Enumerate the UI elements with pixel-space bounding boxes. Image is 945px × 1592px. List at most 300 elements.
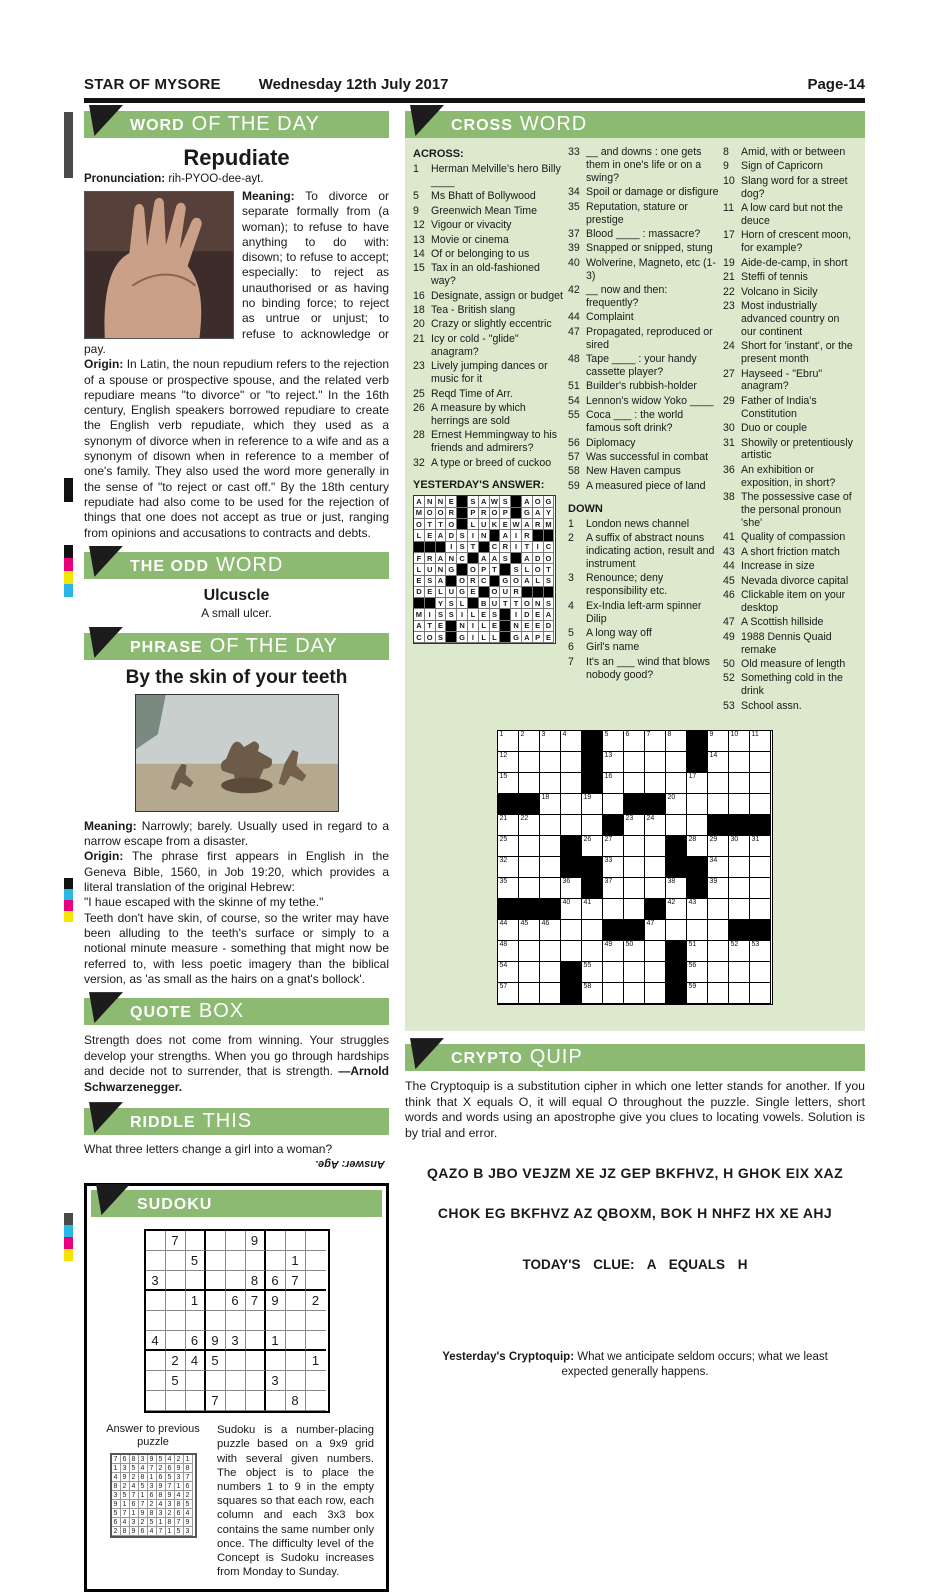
crossword-cell[interactable]: 58 <box>582 983 603 1004</box>
crossword-cell[interactable] <box>540 773 561 794</box>
crossword-grid <box>497 730 773 1005</box>
crossword-cell[interactable] <box>561 815 582 836</box>
sudoku-cell[interactable]: 2 <box>306 1291 326 1311</box>
crossword-cell[interactable]: 29 <box>708 836 729 857</box>
crossword-cell[interactable]: 27 <box>603 836 624 857</box>
sudoku-cell[interactable] <box>166 1271 186 1291</box>
crossword-cell[interactable] <box>561 752 582 773</box>
issue-date: Wednesday 12th July 2017 <box>258 76 449 93</box>
sudoku-cell[interactable] <box>146 1251 166 1271</box>
sudoku-cell[interactable] <box>226 1371 246 1391</box>
sudoku-cell[interactable] <box>246 1391 266 1411</box>
sudoku-cell[interactable] <box>166 1331 186 1351</box>
sudoku-cell[interactable] <box>306 1231 326 1251</box>
crossword-cell[interactable] <box>540 941 561 962</box>
sudoku-cell[interactable]: 5 <box>186 1251 206 1271</box>
crossword-cell[interactable] <box>582 941 603 962</box>
crossword-cell[interactable]: 55 <box>582 962 603 983</box>
sudoku-cell[interactable] <box>226 1251 246 1271</box>
section-title-bold: RIDDLE <box>130 1114 196 1132</box>
sudoku-cell[interactable] <box>146 1291 166 1311</box>
crossword-cell[interactable]: 1 <box>498 731 519 752</box>
crossword-cell[interactable] <box>687 794 708 815</box>
sudoku-cell[interactable] <box>166 1291 186 1311</box>
sudoku-cell[interactable]: 7 <box>206 1391 226 1411</box>
sudoku-answer-cell: 4 <box>148 1527 157 1536</box>
crossword-cell[interactable] <box>729 794 750 815</box>
crossword-cell[interactable]: 25 <box>498 836 519 857</box>
crossword-cell[interactable] <box>708 962 729 983</box>
sudoku-cell[interactable] <box>166 1311 186 1331</box>
crossword-cell[interactable]: 17 <box>687 773 708 794</box>
crossword-cell[interactable] <box>729 752 750 773</box>
sudoku-answer-cell: 3 <box>121 1464 130 1473</box>
clue: 27 Hayseed - "Ebru" anagram? <box>723 367 823 393</box>
crossword-cell[interactable] <box>750 752 771 773</box>
answer-cell: E <box>544 632 555 643</box>
crossword-cell <box>561 962 582 983</box>
crossword-cell[interactable]: 28 <box>687 836 708 857</box>
crossword-cell[interactable]: 4 <box>561 731 582 752</box>
crossword-cell[interactable] <box>582 815 603 836</box>
crossword-cell[interactable]: 45 <box>519 920 540 941</box>
clue: 46 Clickable item on your desktop <box>723 589 846 614</box>
sudoku-cell[interactable]: 2 <box>166 1351 186 1371</box>
sudoku-cell[interactable]: 3 <box>146 1271 166 1291</box>
crossword-cell[interactable] <box>729 857 750 878</box>
sudoku-cell[interactable] <box>246 1331 266 1351</box>
sudoku-cell[interactable] <box>266 1231 286 1251</box>
crossword-cell[interactable] <box>624 983 645 1004</box>
sudoku-answer-cell: 7 <box>148 1464 157 1473</box>
crossword-cell[interactable] <box>519 857 540 878</box>
crossword-cell[interactable] <box>603 899 624 920</box>
sudoku-cell[interactable]: 9 <box>266 1291 286 1311</box>
crossword-cell[interactable]: 39 <box>708 878 729 899</box>
sudoku-cell[interactable] <box>286 1331 306 1351</box>
crossword-cell <box>540 899 561 920</box>
crossword-cell[interactable]: 6 <box>624 731 645 752</box>
crossword-cell[interactable] <box>624 773 645 794</box>
sudoku-cell[interactable] <box>246 1311 266 1331</box>
crossword-cell[interactable] <box>540 962 561 983</box>
sudoku-cell[interactable] <box>166 1251 186 1271</box>
print-mark <box>64 900 73 911</box>
answer-cell: O <box>533 564 544 575</box>
crossword-cell[interactable]: 56 <box>687 962 708 983</box>
answer-cell: T <box>436 519 447 530</box>
crossword-cell[interactable]: 38 <box>666 878 687 899</box>
crossword-cell[interactable]: 47 <box>645 920 666 941</box>
crossword-cell[interactable] <box>540 752 561 773</box>
crossword-cell[interactable] <box>708 899 729 920</box>
crossword-cell[interactable]: 3 <box>540 731 561 752</box>
sudoku-cell[interactable]: 6 <box>186 1331 206 1351</box>
crossword-cell[interactable] <box>561 773 582 794</box>
crossword-cell[interactable]: 33 <box>603 857 624 878</box>
answer-cell: S <box>446 598 457 609</box>
cryptoquip-intro: The Cryptoquip is a substitution cipher in which one letter stands for another. If you think that X equals O, it will equal O throughout the puzzle. Single letters, short words and words using an apostrophe give you clues to locating vowels. Solution is by trial and error. <box>405 1079 865 1140</box>
sudoku-cell[interactable]: 8 <box>286 1391 306 1411</box>
sudoku-cell[interactable]: 1 <box>286 1251 306 1271</box>
sudoku-cell[interactable] <box>186 1271 206 1291</box>
sudoku-answer-cell: 5 <box>184 1500 193 1509</box>
sudoku-cell[interactable] <box>226 1311 246 1331</box>
sudoku-cell[interactable]: 9 <box>206 1331 226 1351</box>
sudoku-cell[interactable] <box>146 1391 166 1411</box>
crossword-cell[interactable] <box>729 983 750 1004</box>
sudoku-cell[interactable]: 1 <box>186 1291 206 1311</box>
crossword-cell[interactable]: 36 <box>561 878 582 899</box>
odd-word-header <box>84 552 389 579</box>
answer-cell: R <box>533 519 544 530</box>
crossword-cell[interactable]: 31 <box>750 836 771 857</box>
crossword-cell[interactable]: 46 <box>540 920 561 941</box>
answer-cell <box>414 598 425 609</box>
crossword-cell[interactable] <box>645 983 666 1004</box>
answer-cell: R <box>522 530 533 541</box>
crossword-cell[interactable]: 22 <box>519 815 540 836</box>
crossword-cell[interactable]: 42 <box>666 899 687 920</box>
crossword-cell[interactable]: 54 <box>498 962 519 983</box>
sudoku-cell[interactable] <box>186 1371 206 1391</box>
across-label: ACROSS: <box>413 148 464 160</box>
crossword-cell[interactable] <box>750 878 771 899</box>
sudoku-cell[interactable]: 7 <box>246 1291 266 1311</box>
crossword-cell[interactable] <box>645 941 666 962</box>
sudoku-cell[interactable] <box>286 1311 306 1331</box>
sudoku-description: Sudoku is a number-placing puzzle based on a 9x9 grid with several given numbers. The object is to place the numbers 1 to 9 in the empty squares so that each row, each column and each 3x3 box contains the same number only once. The difficulty level of the Concept is Sudoku increases from Monday to Sunday. <box>217 1424 374 1579</box>
crossword-cell[interactable]: 11 <box>750 731 771 752</box>
crossword-cell[interactable] <box>519 941 540 962</box>
crossword-cell[interactable] <box>645 752 666 773</box>
crossword-cell[interactable]: 51 <box>687 941 708 962</box>
sudoku-cell[interactable] <box>266 1351 286 1371</box>
crossword-cell[interactable] <box>603 962 624 983</box>
crossword-cell[interactable]: 43 <box>687 899 708 920</box>
sudoku-cell[interactable] <box>206 1231 226 1251</box>
answer-cell: N <box>425 496 436 507</box>
crossword-cell[interactable]: 19 <box>582 794 603 815</box>
crossword-cell[interactable] <box>750 794 771 815</box>
crossword-cell[interactable]: 5 <box>603 731 624 752</box>
answer-cell <box>490 576 501 587</box>
crossword-cell[interactable]: 18 <box>540 794 561 815</box>
crossword-cell[interactable]: 16 <box>603 773 624 794</box>
crossword-cell[interactable] <box>750 857 771 878</box>
sudoku-cell[interactable] <box>146 1371 166 1391</box>
crossword-cell[interactable] <box>540 857 561 878</box>
sudoku-cell[interactable] <box>306 1311 326 1331</box>
crossword-cell[interactable] <box>666 815 687 836</box>
crossword-cell[interactable] <box>708 773 729 794</box>
sudoku-answer-cell: 7 <box>121 1509 130 1518</box>
crossword-cell[interactable]: 35 <box>498 878 519 899</box>
crossword-cell[interactable] <box>645 857 666 878</box>
sudoku-answer-cell: 3 <box>157 1509 166 1518</box>
clue: 20 Crazy or slightly eccentric <box>413 318 552 331</box>
answer-cell: P <box>479 564 490 575</box>
sudoku-answer-cell: 7 <box>175 1518 184 1527</box>
crossword-cell <box>666 857 687 878</box>
clue: 41 Quality of compassion <box>723 531 846 544</box>
answer-cell <box>425 598 436 609</box>
clue: 31 Showily or pretentiously artistic <box>723 436 853 462</box>
sudoku-answer-cell: 1 <box>112 1464 121 1473</box>
sudoku-cell[interactable] <box>286 1291 306 1311</box>
sudoku-cell[interactable] <box>206 1251 226 1271</box>
sudoku-cell[interactable] <box>286 1351 306 1371</box>
sudoku-cell[interactable]: 3 <box>226 1331 246 1351</box>
crossword-cell[interactable]: 23 <box>624 815 645 836</box>
sudoku-cell[interactable]: 5 <box>206 1351 226 1371</box>
sudoku-cell[interactable] <box>266 1311 286 1331</box>
crossword-cell[interactable] <box>624 752 645 773</box>
answer-cell: D <box>522 609 533 620</box>
crossword-cell[interactable] <box>645 878 666 899</box>
crossword-cell[interactable]: 34 <box>708 857 729 878</box>
sudoku-cell[interactable]: 9 <box>246 1231 266 1251</box>
sudoku-answer-cell: 2 <box>139 1518 148 1527</box>
crossword-cell[interactable] <box>666 752 687 773</box>
crossword-cell[interactable]: 21 <box>498 815 519 836</box>
crossword-cell[interactable]: 10 <box>729 731 750 752</box>
crossword-cell[interactable]: 32 <box>498 857 519 878</box>
sudoku-answer-cell: 8 <box>112 1482 121 1491</box>
answer-cell: S <box>468 496 479 507</box>
crossword-cell <box>687 752 708 773</box>
sudoku-cell[interactable] <box>166 1391 186 1411</box>
sudoku-cell[interactable]: 1 <box>306 1351 326 1371</box>
crossword-cell[interactable] <box>561 794 582 815</box>
crossword-cell[interactable]: 41 <box>582 899 603 920</box>
clue: 19 Aide-de-camp, in short <box>723 256 848 269</box>
section-title-bold: QUOTE <box>130 1004 192 1022</box>
section-title-bold: CRYPTO <box>451 1050 523 1068</box>
answer-cell: N <box>436 496 447 507</box>
crossword-cell[interactable] <box>603 794 624 815</box>
sudoku-answer-cell: 4 <box>184 1509 193 1518</box>
crossword-cell[interactable] <box>519 773 540 794</box>
answer-cell: O <box>436 508 447 519</box>
sudoku-cell[interactable] <box>306 1251 326 1271</box>
crossword-cell[interactable]: 49 <box>603 941 624 962</box>
crossword-cell[interactable]: 52 <box>729 941 750 962</box>
crossword-cell[interactable] <box>708 941 729 962</box>
crossword-cell[interactable] <box>519 878 540 899</box>
answer-cell: E <box>414 576 425 587</box>
crossword-cell[interactable] <box>645 773 666 794</box>
crossword-cell[interactable] <box>624 899 645 920</box>
sudoku-cell[interactable] <box>226 1271 246 1291</box>
sudoku-answer-cell: 8 <box>175 1500 184 1509</box>
clue: 9 Greenwich Mean Time <box>413 204 537 217</box>
sudoku-answer-cell: 4 <box>139 1464 148 1473</box>
crossword-cell[interactable] <box>708 983 729 1004</box>
answer-cell: T <box>490 564 501 575</box>
crossword-cell[interactable] <box>645 836 666 857</box>
answer-cell: O <box>533 496 544 507</box>
crossword-cell[interactable] <box>645 962 666 983</box>
answer-cell: T <box>511 598 522 609</box>
sudoku-cell[interactable] <box>246 1371 266 1391</box>
crossword-cell[interactable]: 12 <box>498 752 519 773</box>
crossword-cell[interactable]: 40 <box>561 899 582 920</box>
crossword-cell[interactable] <box>687 920 708 941</box>
crossword-cell[interactable]: 59 <box>687 983 708 1004</box>
sudoku-answer-cell: 5 <box>175 1527 184 1536</box>
crossword-cell[interactable] <box>687 815 708 836</box>
sudoku-cell[interactable] <box>226 1231 246 1251</box>
down-label: DOWN <box>568 502 603 515</box>
crossword-cell[interactable]: 50 <box>624 941 645 962</box>
crossword-cell[interactable]: 20 <box>666 794 687 815</box>
answer-cell: L <box>414 530 425 541</box>
sudoku-cell[interactable] <box>266 1391 286 1411</box>
sudoku-answer-cell: 1 <box>166 1527 175 1536</box>
sudoku-cell[interactable]: 8 <box>246 1271 266 1291</box>
crossword-cell[interactable] <box>708 920 729 941</box>
crossword-cell[interactable] <box>624 878 645 899</box>
sudoku-cell[interactable]: 5 <box>166 1371 186 1391</box>
sudoku-cell[interactable] <box>306 1371 326 1391</box>
sudoku-cell[interactable] <box>246 1351 266 1371</box>
crossword-cell[interactable]: 48 <box>498 941 519 962</box>
sudoku-cell[interactable] <box>206 1311 226 1331</box>
sudoku-answer-cell: 1 <box>148 1473 157 1482</box>
crossword-cell[interactable] <box>708 794 729 815</box>
print-mark <box>64 112 73 178</box>
sudoku-cell[interactable] <box>226 1391 246 1411</box>
crossword-cell[interactable] <box>561 941 582 962</box>
crossword-cell[interactable] <box>750 899 771 920</box>
crossword-cell[interactable]: 15 <box>498 773 519 794</box>
section-title-rest: THIS <box>202 1110 253 1133</box>
sudoku-cell[interactable] <box>266 1251 286 1271</box>
sudoku-cell[interactable] <box>206 1271 226 1291</box>
crossword-cell[interactable] <box>729 773 750 794</box>
crossword-cell <box>519 899 540 920</box>
word-of-day-word: Repudiate <box>183 145 290 170</box>
crossword-cell[interactable] <box>729 878 750 899</box>
crossword-cell[interactable] <box>624 857 645 878</box>
sudoku-cell[interactable] <box>286 1231 306 1251</box>
crossword-cell[interactable] <box>519 752 540 773</box>
sudoku-cell[interactable] <box>186 1391 206 1411</box>
answer-cell <box>446 621 457 632</box>
crossword-cell[interactable] <box>624 836 645 857</box>
answer-cell: S <box>436 632 447 643</box>
print-mark <box>64 584 73 597</box>
crossword-cell[interactable]: 26 <box>582 836 603 857</box>
sudoku-cell[interactable]: 7 <box>166 1231 186 1251</box>
crossword-cell[interactable] <box>603 983 624 1004</box>
crossword-cell[interactable] <box>540 815 561 836</box>
sudoku-cell[interactable] <box>206 1291 226 1311</box>
crossword-cell[interactable] <box>519 983 540 1004</box>
sudoku-cell[interactable] <box>306 1271 326 1291</box>
phrase-of-day-header <box>84 633 389 660</box>
clue: 42 __ now and then: frequently? <box>568 284 668 309</box>
crossword-cell[interactable] <box>582 920 603 941</box>
crossword-cell[interactable]: 2 <box>519 731 540 752</box>
crossword-cell[interactable] <box>624 962 645 983</box>
answer-cell: A <box>414 496 425 507</box>
answer-cell: C <box>414 632 425 643</box>
crossword-cell[interactable] <box>540 983 561 1004</box>
answer-cell <box>425 542 436 553</box>
sudoku-cell[interactable] <box>206 1371 226 1391</box>
sudoku-cell[interactable] <box>146 1311 166 1331</box>
answer-cell: E <box>533 609 544 620</box>
crossword-cell[interactable] <box>750 962 771 983</box>
crossword-cell[interactable] <box>666 773 687 794</box>
sudoku-cell[interactable] <box>246 1251 266 1271</box>
sudoku-cell[interactable]: 7 <box>286 1271 306 1291</box>
crossword-cell[interactable] <box>750 983 771 1004</box>
clue-column-3 <box>723 146 855 714</box>
crossword-cell[interactable]: 14 <box>708 752 729 773</box>
crossword-cell[interactable] <box>750 773 771 794</box>
sudoku-cell[interactable]: 6 <box>266 1271 286 1291</box>
crossword-header <box>405 111 865 138</box>
sudoku-cell[interactable]: 6 <box>226 1291 246 1311</box>
crossword-cell[interactable] <box>519 962 540 983</box>
answer-cell: E <box>425 530 436 541</box>
sudoku-cell[interactable] <box>146 1351 166 1371</box>
sudoku-cell[interactable] <box>306 1331 326 1351</box>
crossword-cell[interactable]: 44 <box>498 920 519 941</box>
sudoku-cell[interactable]: 4 <box>186 1351 206 1371</box>
sudoku-answer-cell: 9 <box>139 1509 148 1518</box>
crossword-cell[interactable]: 7 <box>645 731 666 752</box>
crossword-cell[interactable]: 24 <box>645 815 666 836</box>
sudoku-cell[interactable] <box>306 1391 326 1411</box>
clue: 30 Duo or couple <box>723 422 807 435</box>
crossword-cell[interactable]: 53 <box>750 941 771 962</box>
word-of-day-body: Meaning: To divorce or separate formally from (a woman); to refuse to have anything to do with: disown; to refuse to accept; especially: to reject as unauthorised or as having no binding force; to reject as untrue or unjust; to refuse to acknowledge or pay. Origin: In Latin, the noun repudium refers to the rejection of a spouse or prospective spouse, and the related verb repudiare means "to divorce" or "to reject." In the 16th century, English speakers borrowed repudiare to create the English verb repudiate, which they used as a synonym of divorce when in reference to a wife and as a synonym of disown when in reference to a member of one's family. They also used the word more generally in the sense of "to reject or cast off." By the 18th century repudiate had also come to be used for the rejection of things that one does not accept as true or just, ranging from opinions and accusations to contracts and debts. <box>84 189 389 540</box>
crossword-cell[interactable] <box>519 836 540 857</box>
sudoku-cell[interactable]: 1 <box>266 1331 286 1351</box>
crossword-cell[interactable]: 13 <box>603 752 624 773</box>
crossword-cell[interactable]: 9 <box>708 731 729 752</box>
crossword-cell[interactable] <box>540 836 561 857</box>
sudoku-cell[interactable] <box>186 1311 206 1331</box>
answer-cell: I <box>468 632 479 643</box>
crossword-cell[interactable]: 30 <box>729 836 750 857</box>
crossword-cell[interactable] <box>666 920 687 941</box>
sudoku-cell[interactable] <box>186 1231 206 1251</box>
answer-cell: P <box>533 632 544 643</box>
sudoku-cell[interactable] <box>286 1371 306 1391</box>
print-mark <box>64 478 73 502</box>
answer-cell: E <box>500 519 511 530</box>
sudoku-cell[interactable] <box>146 1231 166 1251</box>
crossword-cell[interactable] <box>540 878 561 899</box>
crossword-cell[interactable]: 57 <box>498 983 519 1004</box>
crossword-cell[interactable] <box>729 899 750 920</box>
clue: 59 A measured piece of land <box>568 479 706 492</box>
crossword-cell[interactable] <box>561 920 582 941</box>
crossword-cell[interactable] <box>729 962 750 983</box>
sudoku-cell[interactable]: 4 <box>146 1331 166 1351</box>
crossword-cell[interactable]: 8 <box>666 731 687 752</box>
clue: 34 Spoil or damage or disfigure <box>568 186 719 199</box>
sudoku-cell[interactable] <box>226 1351 246 1371</box>
answer-cell: L <box>490 632 501 643</box>
crossword-cell[interactable]: 37 <box>603 878 624 899</box>
sudoku-cell[interactable]: 3 <box>266 1371 286 1391</box>
